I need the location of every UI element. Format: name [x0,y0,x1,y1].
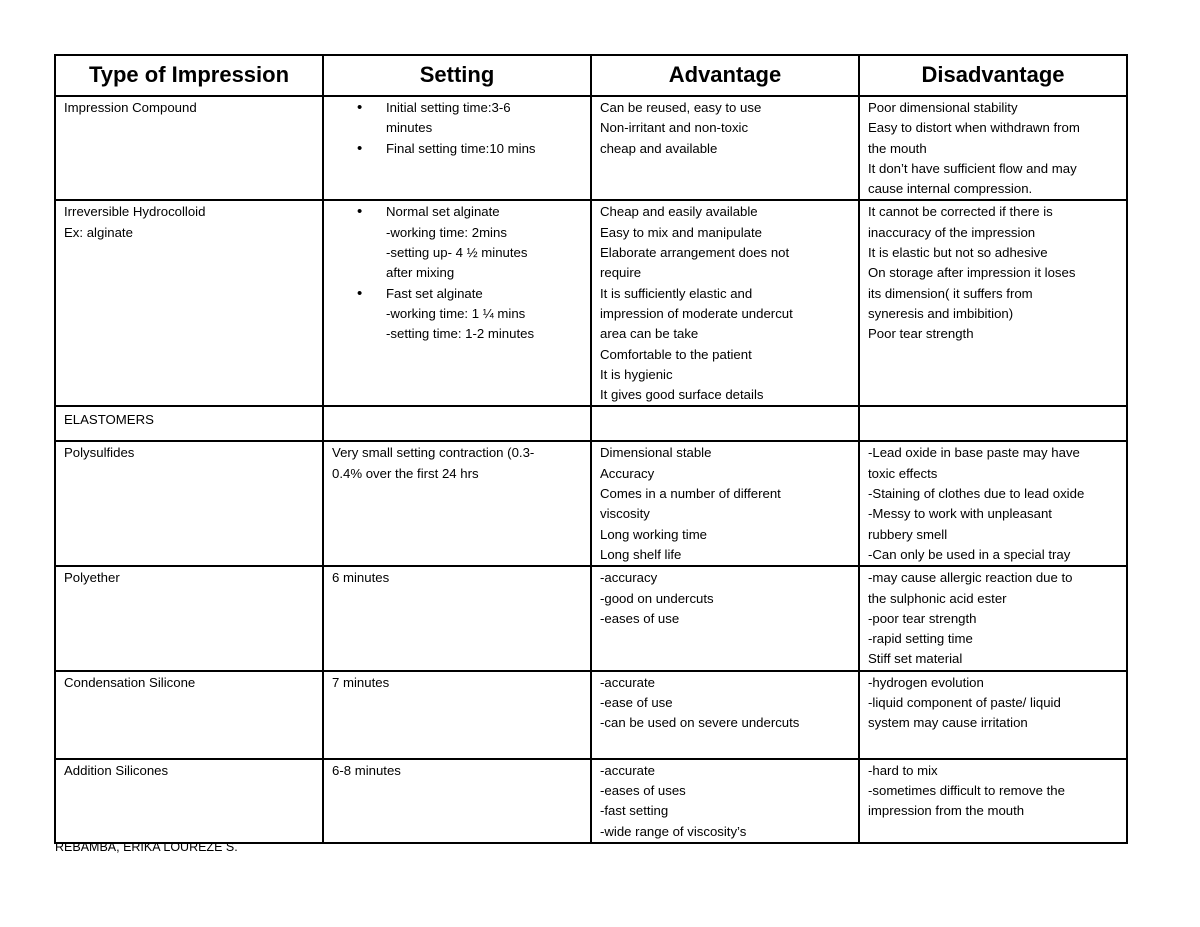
type-line: Ex: alginate [64,224,133,240]
disadvantage-line: Poor dimensional stability [868,100,1018,115]
advantage-line: -good on undercuts [600,590,714,606]
setting-line: 6-8 minutes [332,762,401,778]
disadvantage-line: -liquid component of paste/ liquid [868,695,1061,711]
header-advantage: Advantage [591,55,859,96]
setting-bullet [386,284,583,345]
disadvantage-line: rubbery smell [868,526,948,542]
advantage-line: impression of moderate undercut [600,305,793,321]
advantage-line: viscosity [600,506,650,522]
advantage-line: -wide range of viscosity’s [600,823,747,839]
cell-disadvantage [859,96,1127,200]
cell-setting [323,96,591,200]
cell-advantage [591,671,859,759]
advantage-line: Accuracy [600,465,655,481]
advantage-line: -accurate [600,674,655,690]
cell-setting [323,759,591,843]
cell-setting [323,441,591,566]
disadvantage-line: -hydrogen evolution [868,674,984,690]
advantage-line: Elaborate arrangement does not [600,245,790,261]
row-section-elastomers [55,406,1127,441]
disadvantage-line: -hard to mix [868,762,938,778]
cell-disadvantage [859,566,1127,670]
header-row [55,55,1127,96]
advantage-line: Cheap and easily available [600,204,758,220]
setting-bullet [386,98,583,139]
disadvantage-line: Stiff set material [868,651,963,667]
advantage-line: It is sufficiently elastic and [600,285,753,301]
advantage-line: It is hygienic [600,366,673,382]
setting-line: after mixing [386,265,455,281]
cell-setting [323,671,591,759]
setting-list [332,98,583,159]
advantage-line: require [600,265,642,281]
setting-bullet [386,202,583,283]
cell-type [55,671,323,759]
setting-line: -working time: 2mins [386,224,507,240]
cell-type [55,200,323,406]
disadvantage-line: cause internal compression. [868,181,1033,197]
advantage-line: Long working time [600,526,708,542]
row-impression-compound [55,96,1127,200]
setting-line: -setting up- 4 ½ minutes [386,245,528,261]
disadvantage-line: -Can only be used in a special tray [868,546,1071,562]
setting-line: • Normal set alginate [386,204,500,220]
advantage-line: Comfortable to the patient [600,346,752,362]
author-footer: REBAMBA, ERIKA LOUREZE S. [55,840,238,854]
row-polysulfides [55,441,1127,566]
advantage-line: Dimensional stable [600,445,712,461]
header-setting: Setting [323,55,591,96]
advantage-line: -accuracy [600,570,658,586]
disadvantage-line: the mouth [868,140,927,156]
header-disadvantage: Disadvantage [859,55,1127,96]
advantage-line: Easy to mix and manipulate [600,224,762,240]
advantage-line: -eases of uses [600,783,686,799]
advantage-line: -can be used on severe undercuts [600,715,800,731]
disadvantage-line: system may cause irritation [868,715,1028,731]
type-line: Irreversible Hydrocolloid [64,204,206,220]
setting-bullet [386,139,583,159]
disadvantage-line: syneresis and imbibition) [868,305,1014,321]
cell-type [55,759,323,843]
cell-type [55,96,323,200]
row-condensation-silicone [55,671,1127,759]
disadvantage-line: On storage after impression it loses [868,265,1076,281]
row-irreversible-hydrocolloid [55,200,1127,406]
setting-line: minutes [386,120,433,136]
setting-line: -working time: 1 ¼ mins [386,305,526,321]
advantage-line: -fast setting [600,803,669,819]
setting-list [332,202,583,344]
disadvantage-line: -Staining of clothes due to lead oxide [868,486,1085,502]
header-type: Type of Impression [55,55,323,96]
disadvantage-line: inaccuracy of the impression [868,224,1036,240]
type-line: Polysulfides [64,445,135,461]
disadvantage-line: the sulphonic acid ester [868,590,1007,606]
cell-disadvantage [859,200,1127,406]
disadvantage-line: Poor tear strength [868,326,974,342]
cell-advantage [591,200,859,406]
cell-setting [323,566,591,670]
advantage-line: Non-irritant and non-toxic [600,120,749,136]
setting-line: Very small setting contraction (0.3- [332,445,535,461]
disadvantage-line: its dimension( it suffers from [868,285,1033,301]
disadvantage-line: It cannot be corrected if there is [868,204,1053,220]
row-addition-silicones [55,759,1127,843]
empty-cell [859,406,1127,441]
impression-materials-table [54,54,1128,844]
advantage-line: -ease of use [600,695,673,711]
type-line: Addition Silicones [64,762,169,778]
disadvantage-line: toxic effects [868,465,938,481]
disadvantage-line: -may cause allergic reaction due to [868,570,1073,586]
type-line: Polyether [64,570,120,586]
disadvantage-line: It don’t have sufficient flow and may [868,160,1077,176]
disadvantage-line: -Messy to work with unpleasant [868,506,1052,522]
empty-cell [323,406,591,441]
setting-line: 7 minutes [332,674,390,690]
advantage-line: Comes in a number of different [600,486,781,502]
empty-cell [591,406,859,441]
disadvantage-line: impression from the mouth [868,803,1025,819]
setting-line: • Fast set alginate [386,285,483,301]
advantage-line: cheap and available [600,140,718,156]
disadvantage-line: It is elastic but not so adhesive [868,245,1048,261]
disadvantage-line: -Lead oxide in base paste may have [868,445,1080,461]
advantage-line: -eases of use [600,610,680,626]
row-polyether [55,566,1127,670]
setting-line: 6 minutes [332,570,390,586]
cell-disadvantage [859,671,1127,759]
setting-line: • Final setting time:10 mins [386,140,536,156]
setting-line: • Initial setting time:3-6 [386,100,511,115]
setting-line: 0.4% over the first 24 hrs [332,465,479,481]
disadvantage-line: -sometimes difficult to remove the [868,783,1065,799]
cell-disadvantage [859,441,1127,566]
cell-advantage [591,96,859,200]
disadvantage-line: -poor tear strength [868,610,977,626]
advantage-line: -accurate [600,762,655,778]
type-line: Condensation Silicone [64,674,196,690]
cell-disadvantage [859,759,1127,843]
section-label: ELASTOMERS [55,406,323,441]
cell-setting [323,200,591,406]
cell-advantage [591,759,859,843]
disadvantage-line: -rapid setting time [868,631,973,647]
advantage-line: It gives good surface details [600,387,764,403]
disadvantage-line: Easy to distort when withdrawn from [868,120,1080,136]
setting-line: -setting time: 1-2 minutes [386,326,535,342]
advantage-line: Can be reused, easy to use [600,100,762,115]
advantage-line: Long shelf life [600,546,682,562]
cell-type [55,566,323,670]
cell-advantage [591,441,859,566]
cell-advantage [591,566,859,670]
advantage-line: area can be take [600,326,699,342]
type-line: Impression Compound [64,100,197,115]
cell-type [55,441,323,566]
